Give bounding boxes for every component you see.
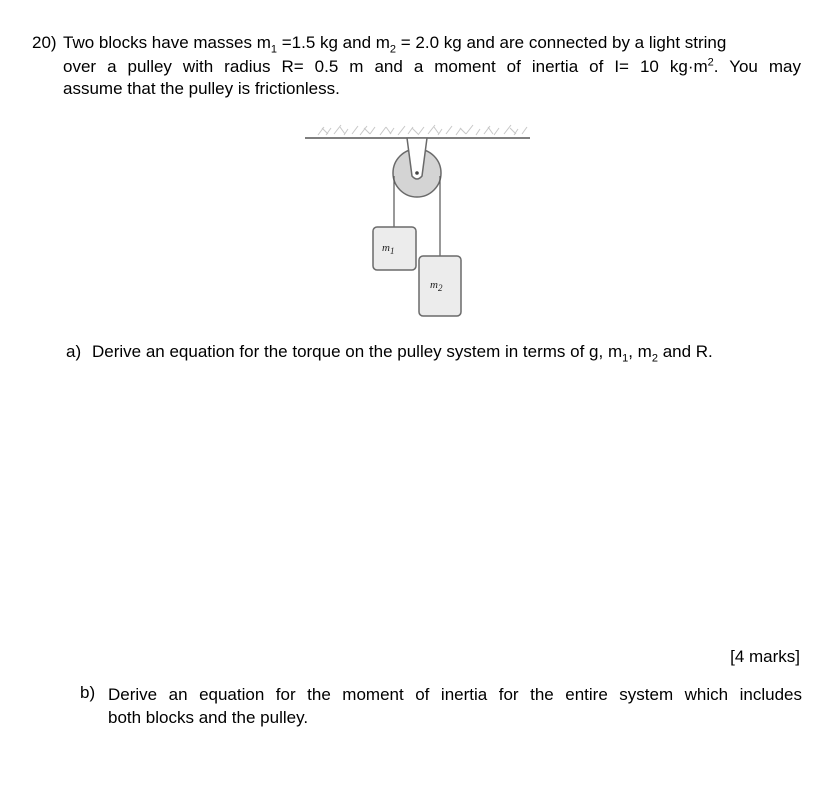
text-segment: Derive an equation for the torque on the pulley system in terms of g, m	[92, 342, 623, 361]
text-segment: over a pulley with radius R= 0.5 m and a moment of inertia of I= 10 kg·m	[63, 57, 708, 76]
label-subscript: 2	[437, 283, 443, 293]
subscript: 1	[622, 352, 629, 365]
marks-label: [4 marks]	[730, 647, 800, 666]
text-segment: and R.	[657, 342, 713, 361]
subscript: 2	[651, 352, 658, 365]
part-b-label: b)	[80, 683, 96, 702]
question-number: 20)	[32, 33, 57, 52]
superscript: 2	[707, 56, 714, 69]
text-segment: = 2.0 kg and are connected by a light string	[396, 33, 727, 52]
label-text: m	[382, 242, 390, 254]
text-segment: =1.5 kg and m	[276, 33, 390, 52]
question-text-line-2	[63, 57, 801, 77]
question-text-line-3: assume that the pulley is frictionless.	[63, 79, 340, 98]
ceiling-hatching	[318, 125, 527, 135]
block-m1	[373, 227, 416, 270]
label-subscript: 1	[389, 246, 395, 256]
text-segment: , m	[628, 342, 652, 361]
part-b-question	[108, 683, 802, 729]
text-segment: Two blocks have masses m	[63, 33, 271, 52]
text-segment: . You may	[713, 57, 801, 76]
pulley-axle	[415, 171, 419, 175]
part-b-line-2: both blocks and the pulley.	[108, 708, 309, 727]
label-text: m	[430, 279, 438, 291]
part-b-line-1: Derive an equation for the moment of inertia for the entire system which includes	[108, 685, 802, 704]
subscript: 2	[389, 43, 397, 56]
subscript: 1	[270, 43, 277, 56]
question-text-line-1	[63, 33, 727, 56]
pulley-diagram	[300, 116, 540, 326]
part-a-question	[92, 342, 713, 365]
part-a-label: a)	[66, 342, 82, 361]
